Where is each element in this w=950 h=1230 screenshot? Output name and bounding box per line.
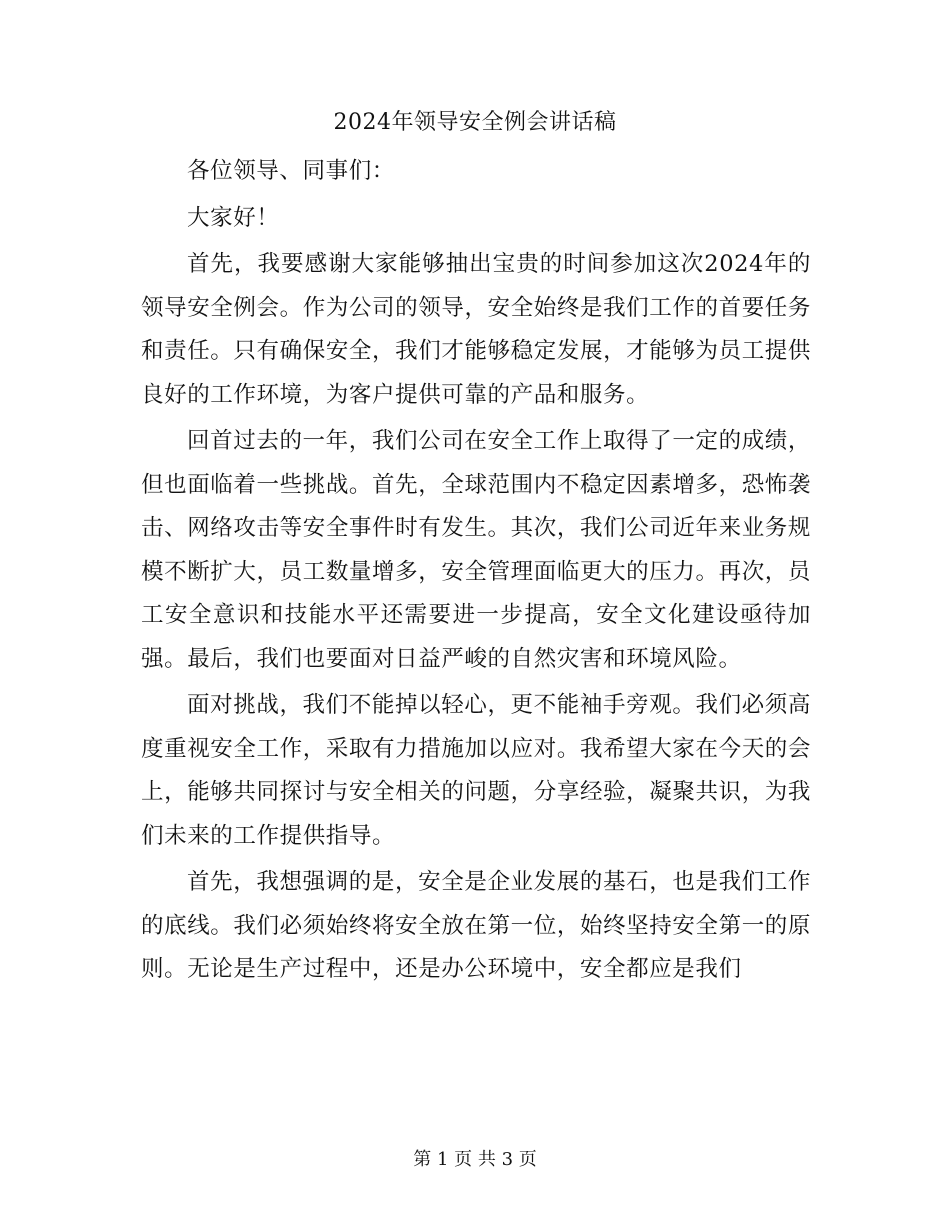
- document-title: 2024年领导安全例会讲话稿: [333, 110, 617, 135]
- paragraph-foundation: 首先，我想强调的是，安全是企业发展的基石，也是我们工作的底线。我们必须始终将安全放在第一位，始终坚持安全第一的原则。无论是生产过程中，还是办公环境中，安全都应是我们: [141, 869, 811, 982]
- greeting: 大家好！: [187, 204, 280, 231]
- document-body: [141, 150, 811, 995]
- paragraph-review: 回首过去的一年，我们公司在安全工作上取得了一定的成绩，但也面临着一些挑战。首先，全球范围内不稳定因素增多，恐怖袭击、网络攻击等安全事件时有发生。其次，我们公司近年来业务规模不断扩大，员工数量增多，安全管理面临更大的压力。再次，员工安全意识和技能水平还需要进一步提高，安全文化建设亟待加强。最后，我们也要面对日益严峻的自然灾害和环境风险。: [141, 428, 811, 672]
- paragraph-intro: 首先，我要感谢大家能够抽出宝贵的时间参加这次2024年的领导安全例会。作为公司的领导，安全始终是我们工作的首要任务和责任。只有确保安全，我们才能够稳定发展，才能够为员工提供良好的工作环境，为客户提供可靠的产品和服务。: [141, 251, 811, 408]
- page-number-footer: 第 1 页 共 3 页: [413, 1149, 537, 1170]
- salutation: 各位领导、同事们：: [187, 158, 395, 184]
- paragraph-challenges: 面对挑战，我们不能掉以轻心，更不能袖手旁观。我们必须高度重视安全工作，采取有力措施加以应对。我希望大家在今天的会上，能够共同探讨与安全相关的问题，分享经验，凝聚共识，为我们未来的工作提供指导。: [141, 692, 811, 849]
